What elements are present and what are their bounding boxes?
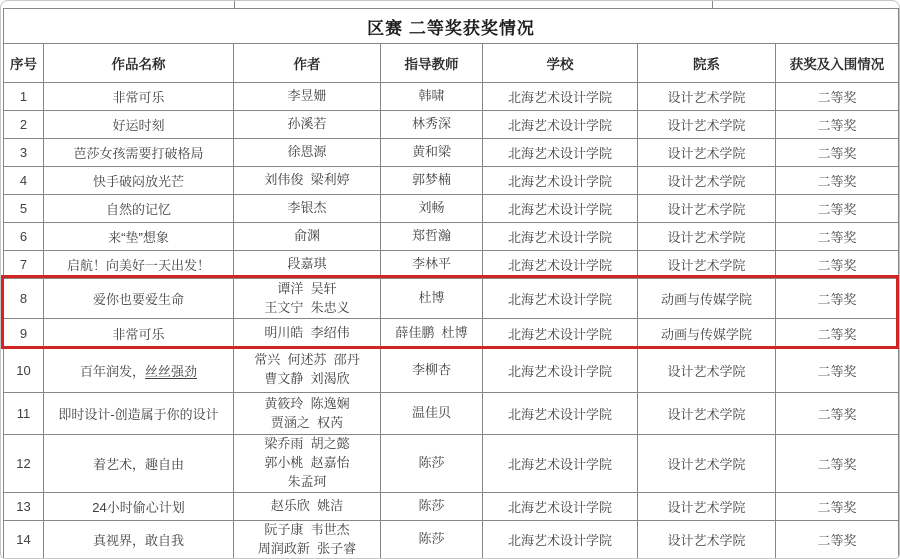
work-title: 即时设计-创造属于你的设计	[44, 393, 234, 435]
department: 设计艺术学院	[638, 167, 776, 195]
award-level: 二等奖	[776, 435, 899, 493]
row-number: 9	[4, 319, 44, 348]
school: 北海艺术设计学院	[483, 251, 638, 279]
table-row	[4, 223, 899, 251]
column-header: 序号	[4, 44, 44, 83]
award-level: 二等奖	[776, 521, 899, 559]
authors: 李昱姗	[234, 83, 381, 111]
table-row	[4, 111, 899, 139]
advisors: 温佳贝	[381, 393, 483, 435]
school: 北海艺术设计学院	[483, 319, 638, 348]
school: 北海艺术设计学院	[483, 139, 638, 167]
row-number: 13	[4, 493, 44, 521]
award-level: 二等奖	[776, 111, 899, 139]
department: 动画与传媒学院	[638, 279, 776, 319]
row-number: 12	[4, 435, 44, 493]
award-level: 二等奖	[776, 251, 899, 279]
authors: 赵乐欣 姚洁	[234, 493, 381, 521]
work-title: 爱你也要爱生命	[44, 279, 234, 319]
row-number: 2	[4, 111, 44, 139]
row-number: 14	[4, 521, 44, 559]
advisors: 陈莎	[381, 521, 483, 559]
row-number: 5	[4, 195, 44, 223]
department: 设计艺术学院	[638, 493, 776, 521]
row-number: 3	[4, 139, 44, 167]
authors: 段嘉琪	[234, 251, 381, 279]
row-number: 11	[4, 393, 44, 435]
department: 设计艺术学院	[638, 251, 776, 279]
school: 北海艺术设计学院	[483, 521, 638, 559]
advisors: 郭梦楠	[381, 167, 483, 195]
authors: 明川皓 李绍伟	[234, 319, 381, 348]
table-row	[4, 251, 899, 279]
table-row	[4, 139, 899, 167]
advisors: 郑哲瀚	[381, 223, 483, 251]
column-header: 作品名称	[44, 44, 234, 83]
authors: 孙溪若	[234, 111, 381, 139]
table-row	[4, 521, 899, 559]
school: 北海艺术设计学院	[483, 83, 638, 111]
work-title: 来“垫”想象	[44, 223, 234, 251]
department: 动画与传媒学院	[638, 319, 776, 348]
authors: 徐恩源	[234, 139, 381, 167]
department: 设计艺术学院	[638, 139, 776, 167]
work-title: 着艺术，趣自由	[44, 435, 234, 493]
advisors: 黄和梁	[381, 139, 483, 167]
award-level: 二等奖	[776, 167, 899, 195]
column-header: 院系	[638, 44, 776, 83]
row-number: 10	[4, 348, 44, 393]
advisors: 陈莎	[381, 435, 483, 493]
row-number: 8	[4, 279, 44, 319]
department: 设计艺术学院	[638, 435, 776, 493]
work-title: 自然的记忆	[44, 195, 234, 223]
advisors: 刘畅	[381, 195, 483, 223]
award-level: 二等奖	[776, 195, 899, 223]
award-level: 二等奖	[776, 393, 899, 435]
department: 设计艺术学院	[638, 223, 776, 251]
school: 北海艺术设计学院	[483, 195, 638, 223]
row-number: 6	[4, 223, 44, 251]
work-title: 好运时刻	[44, 111, 234, 139]
school: 北海艺术设计学院	[483, 111, 638, 139]
department: 设计艺术学院	[638, 393, 776, 435]
school: 北海艺术设计学院	[483, 223, 638, 251]
school: 北海艺术设计学院	[483, 279, 638, 319]
work-title: 百年润发，丝丝强劲	[44, 348, 234, 393]
work-title: 启航！向美好一天出发！	[44, 251, 234, 279]
column-header-row	[4, 44, 899, 83]
school: 北海艺术设计学院	[483, 348, 638, 393]
column-header: 获奖及入围情况	[776, 44, 899, 83]
grid-tick	[712, 1, 713, 8]
authors: 刘伟俊 梁利婷	[234, 167, 381, 195]
department: 设计艺术学院	[638, 521, 776, 559]
table-row	[4, 435, 899, 493]
row-number: 7	[4, 251, 44, 279]
table-row	[4, 195, 899, 223]
award-level: 二等奖	[776, 279, 899, 319]
authors: 常兴 何述苏 邵丹 曹文静 刘渴欣	[234, 348, 381, 393]
row-number: 1	[4, 83, 44, 111]
school: 北海艺术设计学院	[483, 435, 638, 493]
advisors: 李林平	[381, 251, 483, 279]
department: 设计艺术学院	[638, 348, 776, 393]
table-row	[4, 319, 899, 348]
table-row	[4, 279, 899, 319]
row-number: 4	[4, 167, 44, 195]
table-row	[4, 167, 899, 195]
authors: 俞渊	[234, 223, 381, 251]
table-row	[4, 348, 899, 393]
table-row	[4, 493, 899, 521]
column-header: 作者	[234, 44, 381, 83]
column-header: 学校	[483, 44, 638, 83]
table-row	[4, 83, 899, 111]
authors: 阮子康 韦世杰 周润政新 张子睿	[234, 521, 381, 559]
grid-tick	[234, 1, 235, 8]
award-level: 二等奖	[776, 139, 899, 167]
authors: 梁乔雨 胡之懿 郭小桃 赵嘉怡 朱孟珂	[234, 435, 381, 493]
advisors: 韩啸	[381, 83, 483, 111]
advisors: 杜博	[381, 279, 483, 319]
advisors: 陈莎	[381, 493, 483, 521]
work-title: 快手破闷放光芒	[44, 167, 234, 195]
work-title: 非常可乐	[44, 319, 234, 348]
authors: 黄筱玲 陈逸娴 贾涵之 权芮	[234, 393, 381, 435]
school: 北海艺术设计学院	[483, 167, 638, 195]
award-level: 二等奖	[776, 319, 899, 348]
advisors: 林秀深	[381, 111, 483, 139]
title-row	[4, 9, 899, 44]
department: 设计艺术学院	[638, 83, 776, 111]
advisors: 李柳杏	[381, 348, 483, 393]
award-table	[3, 8, 899, 559]
work-title: 真视界，敢自我	[44, 521, 234, 559]
table-row	[4, 393, 899, 435]
column-header: 指导教师	[381, 44, 483, 83]
work-title: 芭莎女孩需要打破格局	[44, 139, 234, 167]
award-level: 二等奖	[776, 83, 899, 111]
work-title: 非常可乐	[44, 83, 234, 111]
department: 设计艺术学院	[638, 195, 776, 223]
award-level: 二等奖	[776, 223, 899, 251]
school: 北海艺术设计学院	[483, 493, 638, 521]
advisors: 薛佳鹏 杜博	[381, 319, 483, 348]
page-title: 区赛 二等奖获奖情况	[4, 9, 899, 44]
work-title: 24小时偷心计划	[44, 493, 234, 521]
authors: 谭洋 吴轩 王文宁 朱忠义	[234, 279, 381, 319]
award-level: 二等奖	[776, 493, 899, 521]
authors: 李银杰	[234, 195, 381, 223]
department: 设计艺术学院	[638, 111, 776, 139]
school: 北海艺术设计学院	[483, 393, 638, 435]
award-level: 二等奖	[776, 348, 899, 393]
